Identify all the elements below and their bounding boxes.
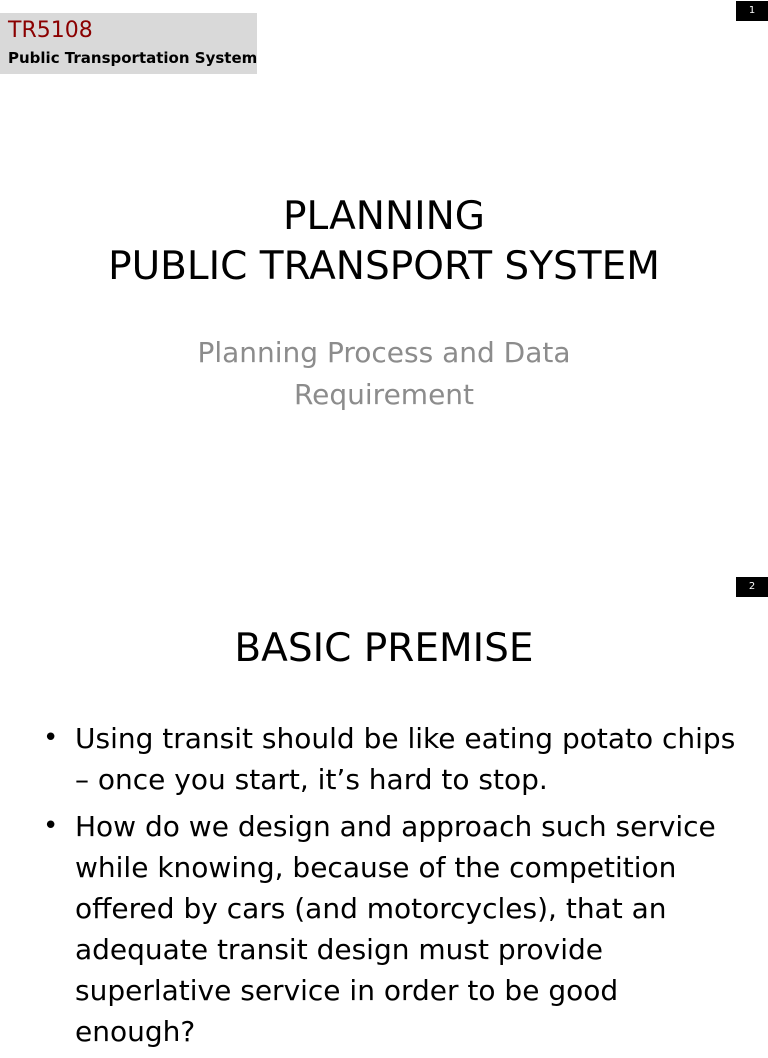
bullet-text-line: superlative service in order to be good [75,974,619,1007]
bullet-text-line: enough? [75,1015,196,1048]
bullet-item [0,806,768,1052]
bullet-item [0,718,768,800]
bullet-text-line: How do we design and approach such service [75,810,716,843]
slide-subtitle-line: Planning Process and Data [197,336,571,369]
bullet-text-line: adequate transit design must provide [75,933,604,966]
bullet-text-line: offered by cars (and motorcycles), that an [75,892,667,925]
course-name: Public Transportation System [8,49,258,67]
bullet-text-line: Using transit should be like eating potato chips [75,722,736,755]
slide-2 [0,576,768,1048]
course-header-box [0,13,257,74]
page-number-badge: 2 [736,577,768,597]
bullet-icon: • [43,811,59,841]
slide-subtitle [0,332,768,416]
slide-title-line: PUBLIC TRANSPORT SYSTEM [108,244,660,289]
page-number-badge: 1 [736,1,768,21]
slide-subtitle-line: Requirement [293,378,475,411]
slide-title-line: PLANNING [282,194,486,239]
bullet-text-line: – once you start, it’s hard to stop. [75,763,548,796]
bullet-text-line: while knowing, because of the competition [75,851,677,884]
course-code: TR5108 [8,18,93,43]
bullet-icon: • [43,723,59,753]
bullet-list [0,718,768,1058]
slide-title: BASIC PREMISE [234,626,534,671]
slide-title [0,192,768,292]
